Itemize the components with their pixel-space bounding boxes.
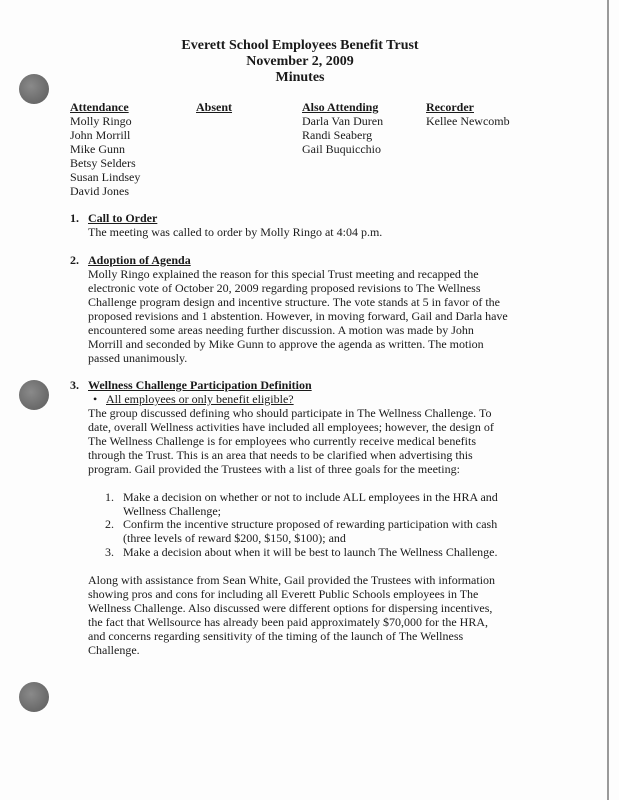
goal-item	[123, 490, 498, 518]
section-body	[88, 225, 538, 239]
body-line: date, overall Wellness activities have included all employees; however, the design of	[88, 420, 494, 434]
section-number: 1.	[70, 211, 79, 225]
also-attending-column	[302, 100, 383, 156]
attendee: Susan Lindsey	[70, 170, 141, 184]
attendee: Betsy Selders	[70, 156, 136, 170]
body-line: proposed revisions and 1 abstention. However, in moving forward, Gail and Darla have	[88, 309, 508, 323]
goal-number: 2.	[105, 517, 114, 531]
attendee: Molly Ringo	[70, 114, 132, 128]
document-title: Minutes	[275, 70, 325, 85]
bullet-question: All employees or only benefit eligible?	[106, 392, 294, 406]
goal-line: Wellness Challenge;	[123, 504, 222, 518]
attendee: David Jones	[70, 184, 129, 198]
body-line: through the Trust. This is an area that needs to be clarified when advertising this	[88, 448, 473, 462]
meeting-date: November 2, 2009	[246, 54, 354, 69]
body-line: and concerns regarding sensitivity of the timing of the launch of The Wellness	[88, 629, 464, 643]
goal-line: (three levels of reward $200, $150, $100); and	[123, 531, 346, 545]
goal-item	[123, 545, 498, 559]
org-name: Everett School Employees Benefit Trust	[181, 38, 419, 53]
goal-line: Make a decision on whether or not to include ALL employees in the HRA and	[123, 490, 498, 504]
guest: Darla Van Duren	[302, 114, 384, 128]
guest: Randi Seaberg	[302, 128, 373, 142]
attendee: Mike Gunn	[70, 142, 125, 156]
bullet-icon: •	[93, 392, 98, 406]
body-line: encountered some areas needing further discussion. A motion was made by John	[88, 323, 474, 337]
section-body	[88, 406, 538, 476]
body-line: Molly Ringo explained the reason for this special Trust meeting and recapped the	[88, 267, 479, 281]
goal-line: Make a decision about when it will be best to launch The Wellness Challenge.	[123, 545, 498, 559]
absent-column	[196, 100, 232, 114]
goal-number: 3.	[105, 545, 114, 559]
body-line: electronic vote of October 20, 2009 regarding proposed revisions to The Wellness	[88, 281, 481, 295]
section-body	[88, 267, 538, 365]
section-number: 2.	[70, 253, 79, 267]
body-line: program. Gail provided the Trustees with a list of three goals for the meeting:	[88, 462, 460, 476]
goal-item	[123, 517, 497, 545]
goal-line: Confirm the incentive structure proposed of rewarding participation with cash	[123, 517, 498, 531]
also-attending-heading: Also Attending	[302, 100, 379, 114]
recorder-heading: Recorder	[426, 100, 474, 114]
recorder-column	[426, 100, 510, 128]
attendee: John Morrill	[70, 128, 131, 142]
body-line: the fact that Wellsource has already been paid approximately $70,000 for the HRA,	[88, 615, 489, 629]
section-closing	[88, 573, 538, 657]
body-line: Challenge program design and incentive structure. The vote stands at 5 in favor of the	[88, 295, 500, 309]
guest: Gail Buquicchio	[302, 142, 381, 156]
body-line: The meeting was called to order by Molly Ringo at 4:04 p.m.	[88, 225, 383, 239]
page-edge	[607, 0, 609, 800]
body-line: Challenge.	[88, 643, 140, 657]
absent-heading: Absent	[196, 100, 233, 114]
section-title-call-to-order: Call to Order	[88, 211, 158, 225]
attendance-heading: Attendance	[70, 100, 129, 114]
body-line: showing pros and cons for including all Everett Public Schools employees in The	[88, 587, 479, 601]
punch-hole-bottom	[19, 682, 49, 712]
document-header	[0, 38, 600, 86]
body-line: passed unanimously.	[88, 351, 188, 365]
section-title-adoption-of-agenda: Adoption of Agenda	[88, 253, 191, 267]
goal-number: 1.	[105, 490, 114, 504]
attendance-column	[70, 100, 140, 198]
body-line: Along with assistance from Sean White, Gail provided the Trustees with information	[88, 573, 496, 587]
section-title-wellness-challenge: Wellness Challenge Participation Definition	[88, 378, 312, 392]
body-line: The Wellness Challenge is for employees who currently receive medical benefits	[88, 434, 477, 448]
body-line: Wellness Challenge. Also discussed were different options for dispersing incentives,	[88, 601, 493, 615]
body-line: Morrill and seconded by Mike Gunn to approve the agenda as written. The motion	[88, 337, 484, 351]
body-line: The group discussed defining who should participate in The Wellness Challenge. To	[88, 406, 492, 420]
punch-hole-middle	[19, 380, 49, 410]
section-number: 3.	[70, 378, 79, 392]
recorder-name: Kellee Newcomb	[426, 114, 510, 128]
